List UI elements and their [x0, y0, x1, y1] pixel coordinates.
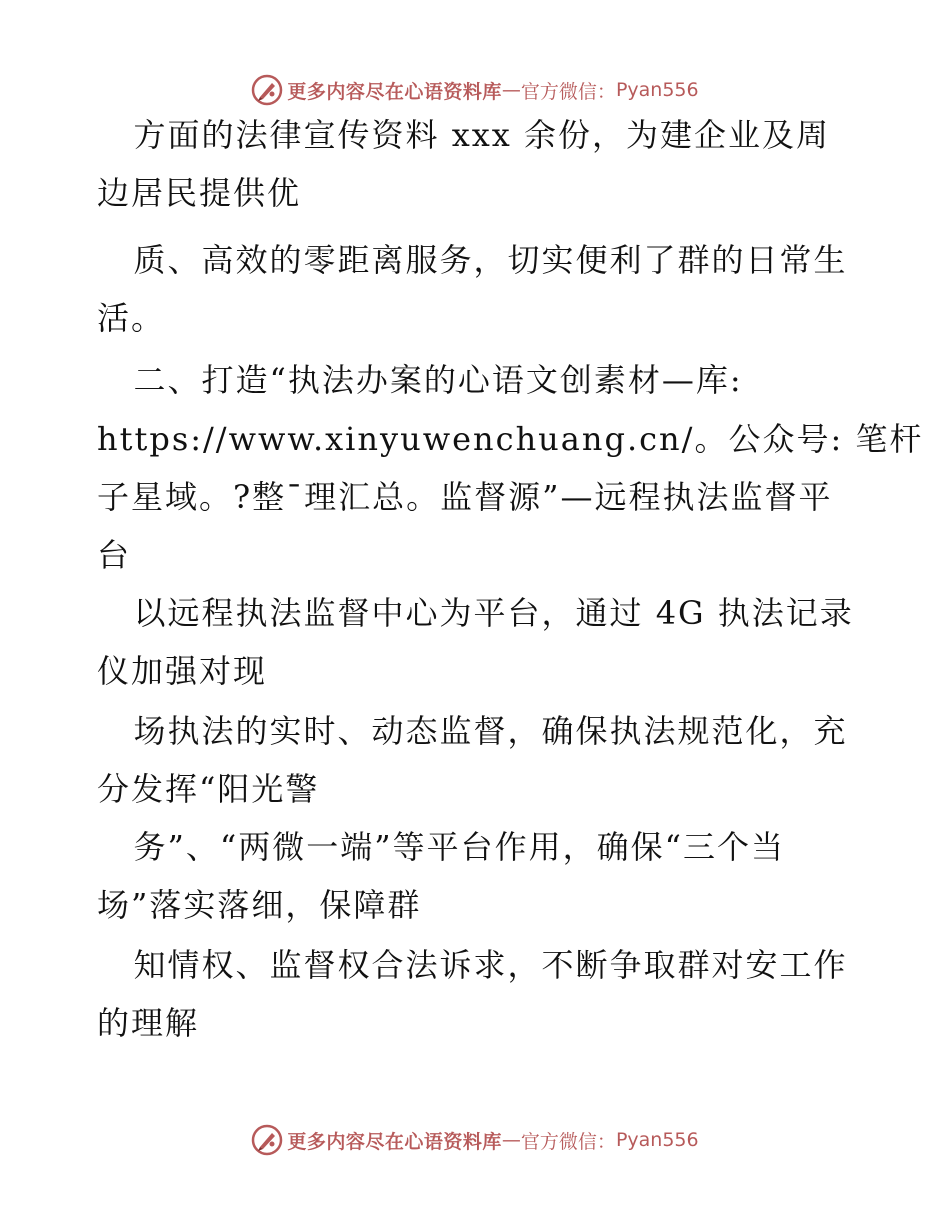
header-banner	[0, 70, 950, 110]
body-line: 方面的法律宣传资料 xxx 余份，为建企业及周	[97, 116, 831, 154]
body-line: 子星域。?整¯理汇总。监督源”—远程执法监督平	[97, 478, 833, 516]
body-line: 二、打造“执法办案的心语文创素材—库:	[97, 361, 743, 399]
banner-wechat-id: Pyan556	[615, 1129, 699, 1151]
body-line: 活。	[97, 299, 166, 337]
banner-wechat-id: Pyan556	[615, 79, 699, 101]
banner-title: 更多内容尽在心语资料库	[287, 1130, 502, 1153]
body-line: 边居民提供优	[97, 174, 302, 212]
body-line: 场执法的实时、动态监督，确保执法规范化，充	[97, 712, 848, 750]
body-line: 场”落实落细，保障群	[97, 886, 422, 924]
body-line: 质、高效的零距离服务，切实便利了群的日常生	[97, 241, 848, 279]
footer-banner	[0, 1120, 950, 1160]
body-line: 仪加强对现	[97, 652, 268, 690]
body-line: 务”、“两微一端”等平台作用，确保“三个当	[97, 828, 785, 866]
body-line: 的理解	[97, 1004, 200, 1042]
body-line: https://www.xinyuwenchuang.cn/。公众号: 笔杆	[97, 420, 924, 458]
banner-separator: —	[501, 79, 521, 101]
quill-logo-icon	[251, 1124, 283, 1156]
banner-wechat-label: 官方微信：	[520, 1130, 616, 1153]
body-line: 知情权、监督权合法诉求，不断争取群对安工作	[97, 946, 848, 984]
banner-title: 更多内容尽在心语资料库	[287, 80, 502, 103]
body-line: 分发挥“阳光警	[97, 770, 320, 808]
quill-logo-icon	[251, 74, 283, 106]
banner-wechat-label: 官方微信：	[520, 80, 616, 103]
body-line: 以远程执法监督中心为平台，通过 4G 执法记录	[97, 594, 854, 632]
body-line: 台	[97, 536, 132, 574]
banner-separator: —	[501, 1129, 521, 1151]
